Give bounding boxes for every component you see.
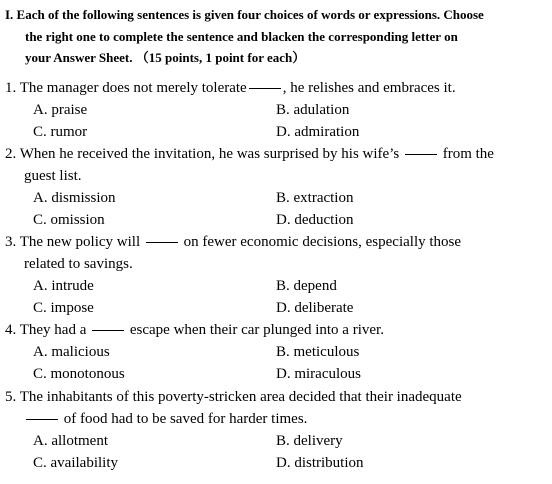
option-c: C. impose [33,300,94,316]
options-row [5,452,546,474]
question-stem [5,231,546,253]
stem-continuation: related to savings. [24,256,133,272]
stem-continuation [5,408,546,430]
options-row [5,275,546,297]
stem-text-after: escape when their car plunged into a river. [129,322,384,338]
stem-text-after: on fewer economic decisions, especially those [183,234,462,250]
instructions-line-3: your Answer Sheet. （15 points, 1 point for each） [25,50,306,65]
stem-continuation-text: of food had to be saved for harder times. [63,411,308,427]
option-b: B. adulation [276,102,350,118]
question-stem [5,143,546,165]
option-a: A. allotment [33,433,108,449]
option-c: C. availability [33,455,118,471]
answer-blank [92,329,124,331]
stem-text-after: from the [442,146,494,162]
question-4 [5,319,546,385]
options-row [5,99,546,121]
option-a: A. intrude [33,278,94,294]
instructions-line-2: the right one to complete the sentence and blacken the corresponding letter on [25,28,458,44]
option-b: B. depend [276,278,337,294]
question-stem [5,386,546,408]
stem-text-before: They had a [19,322,87,338]
stem-text-before: When he received the invitation, he was surprised by his wife’s [19,146,400,162]
answer-blank [249,87,281,89]
options-row [5,209,546,231]
instructions-line-1: I. Each of the following sentences is given four choices of words or expressions. Choose [5,7,484,22]
question-number: 1. [5,80,17,96]
question-1 [5,77,546,143]
options-row [5,363,546,385]
options-row [5,430,546,452]
option-b: B. extraction [276,190,354,206]
options-row [5,187,546,209]
question-number: 3. [5,234,17,250]
option-d: D. miraculous [276,366,361,382]
question-number: 5. [5,389,17,405]
stem-continuation: guest list. [24,168,82,184]
question-3 [5,231,546,319]
answer-blank [146,241,178,243]
answer-blank [26,418,58,420]
option-d: D. deliberate [276,300,354,316]
option-d: D. admiration [276,124,360,140]
option-a: A. praise [33,102,88,118]
options-row [5,121,546,143]
options-row [5,341,546,363]
question-number: 2. [5,146,17,162]
question-stem [5,319,546,341]
option-c: C. rumor [33,124,88,140]
question-5 [5,386,546,474]
option-a: A. dismission [33,190,116,206]
answer-blank [405,153,437,155]
option-a: A. malicious [33,344,110,360]
stem-text-before: The manager does not merely tolerate [19,80,247,96]
stem-text-before: The new policy will [19,234,141,250]
options-row [5,297,546,319]
option-c: C. omission [33,212,105,228]
option-b: B. meticulous [276,344,360,360]
section-instructions [5,4,547,69]
question-number: 4. [5,322,17,338]
question-stem [5,77,546,99]
option-d: D. distribution [276,455,364,471]
option-d: D. deduction [276,212,354,228]
question-2 [5,143,546,231]
stem-text-before: The inhabitants of this poverty-stricken area decided that their inadequate [19,389,462,405]
option-b: B. delivery [276,433,343,449]
option-c: C. monotonous [33,366,125,382]
stem-text-after: , he relishes and embraces it. [282,80,456,96]
